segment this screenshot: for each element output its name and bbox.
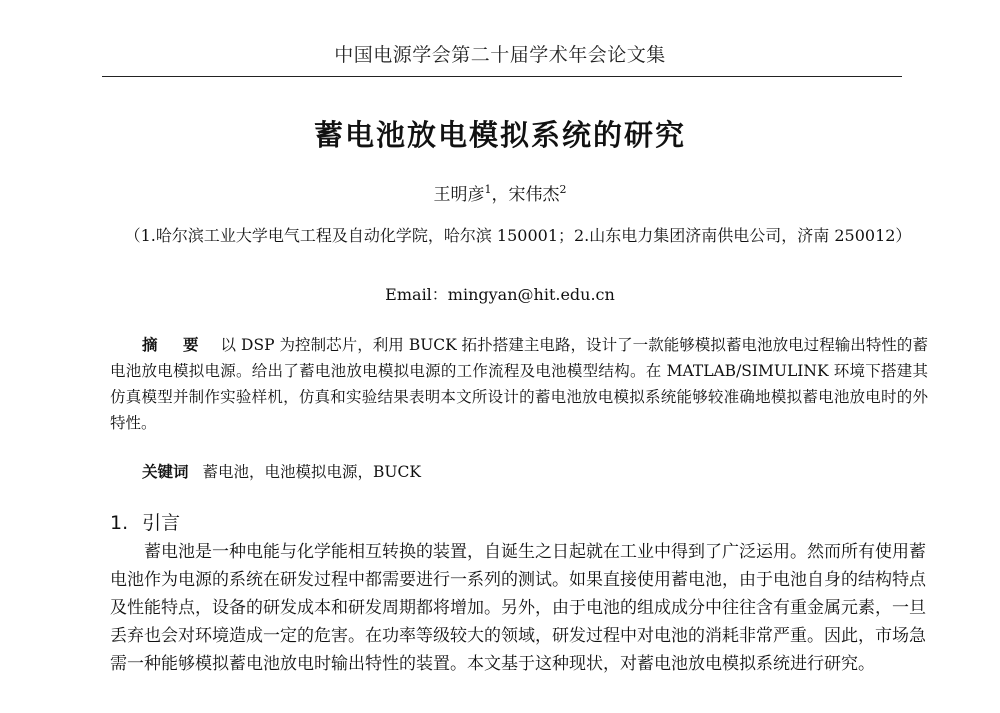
keywords-label: 关键词 xyxy=(142,463,189,481)
section-heading xyxy=(110,508,180,535)
affiliation: （1.哈尔滨工业大学电气工程及自动化学院，哈尔滨 150001；2.山东电力集团济南供电公司，济南 250012） xyxy=(124,226,912,245)
section-paragraph: 蓄电池是一种电能与化学能相互转换的装置，自诞生之日起就在工业中得到了广泛运用。然而所有使用蓄电池作为电源的系统在研发过程中都需要进行一系列的测试。如果直接使用蓄电池，由于电池自身的结构特点及性能特点，设备的研发成本和研发周期都将增加。另外，由于电池的组成成分中往往含有重金属元素，一旦丢弃也会对环境造成一定的危害。在功率等级较大的领域，研发过程中对电池的消耗非常严重。因此，市场急需一种能够模拟蓄电池放电时输出特性的装置。本文基于这种现状，对蓄电池放电模拟系统进行研究。 xyxy=(110,542,926,674)
keywords-text: 蓄电池，电池模拟电源，BUCK xyxy=(202,463,421,481)
section-number: 1. xyxy=(110,512,129,534)
abstract xyxy=(110,332,928,436)
author-name: 王明彦 xyxy=(433,185,485,205)
author-name: 宋伟杰 xyxy=(508,185,560,205)
authors xyxy=(0,180,1000,205)
keywords xyxy=(142,460,922,482)
section-title: 引言 xyxy=(142,512,181,534)
paper-title: 蓄电池放电模拟系统的研究 xyxy=(313,118,686,152)
author-separator: ， xyxy=(491,185,509,205)
running-header: 中国电源学会第二十届学术年会论文集 xyxy=(334,44,666,66)
author-affiliation-mark: 1 xyxy=(484,183,492,196)
abstract-label: 摘 要 xyxy=(142,336,209,354)
author-affiliation-mark: 2 xyxy=(559,183,567,196)
header-rule xyxy=(102,76,902,77)
abstract-text: 以 DSP 为控制芯片，利用 BUCK 拓扑搭建主电路，设计了一款能够模拟蓄电池放电过程输出特性的蓄电池放电模拟电源。给出了蓄电池放电模拟电源的工作流程及电池模型结构。在 MATLAB/SIMULINK 环境下搭建其仿真模型并制作实验样机，仿真和实验结果表明本文所设计的蓄电池放电模拟系统能够较准确地模拟蓄电池放电时的外特性。 xyxy=(110,336,928,432)
author-email: Email：mingyan@hit.edu.cn xyxy=(385,285,615,304)
